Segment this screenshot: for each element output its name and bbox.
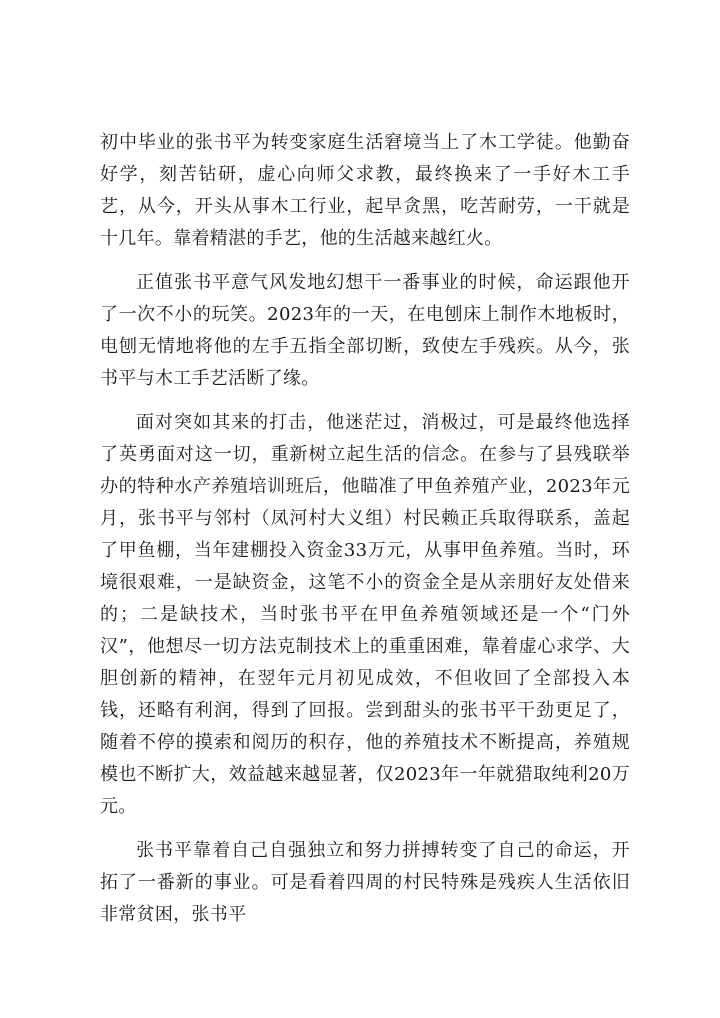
- paragraph-3: 面对突如其来的打击，他迷茫过，消极过，可是最终他选择了英勇面对这一切，重新树立起生活的信念。在参与了县残联举办的特种水产养殖培训班后，他瞄准了甲鱼养殖产业，2023年元月，张书平与邻村（凤河村大义组）村民赖正兵取得联系，盖起了甲鱼棚，当年建棚投入资金33万元，从事甲鱼养殖。当时，环境很艰难，一是缺资金，这笔不小的资金全是从亲朋好友处借来的；二是缺技术，当时张书平在甲鱼养殖领域还是一个“门外汉”，他想尽一切方法克制技术上的重重困难，靠着虚心求学、大胆创新的精神，在翌年元月初见成效，不但收回了全部投入本钱，还略有利润，得到了回报。尝到甜头的张书平干劲更足了，随着不停的摸索和阅历的积存，他的养殖技术不断提高，养殖规模也不断扩大，效益越来越显著，仅2023年一年就猎取纯利20万元。: [100, 412, 630, 817]
- paragraph-2: 正值张书平意气风发地幻想干一番事业的时候，命运跟他开了一次不小的玩笑。2023年的一天，在电刨床上制作木地板时，电刨无情地将他的左手五指全部切断，致使左手残疾。从今，张书平与木工手艺活断了缘。: [100, 272, 630, 389]
- paragraph-1: 初中毕业的张书平为转变家庭生活窘境当上了木工学徒。他勤奋好学，刻苦钻研，虚心向师父求教，最终换来了一手好木工手艺，从今，开头从事木工行业，起早贪黑，吃苦耐劳，一干就是十几年。靠着精湛的手艺，他的生活越来越红火。: [100, 132, 630, 249]
- article-body: [100, 127, 630, 943]
- paragraph-4: 张书平靠着自己自强独立和努力拼搏转变了自己的命运，开拓了一番新的事业。可是看着四周的村民特殊是残疾人生活依旧非常贫困，张书平: [100, 840, 630, 925]
